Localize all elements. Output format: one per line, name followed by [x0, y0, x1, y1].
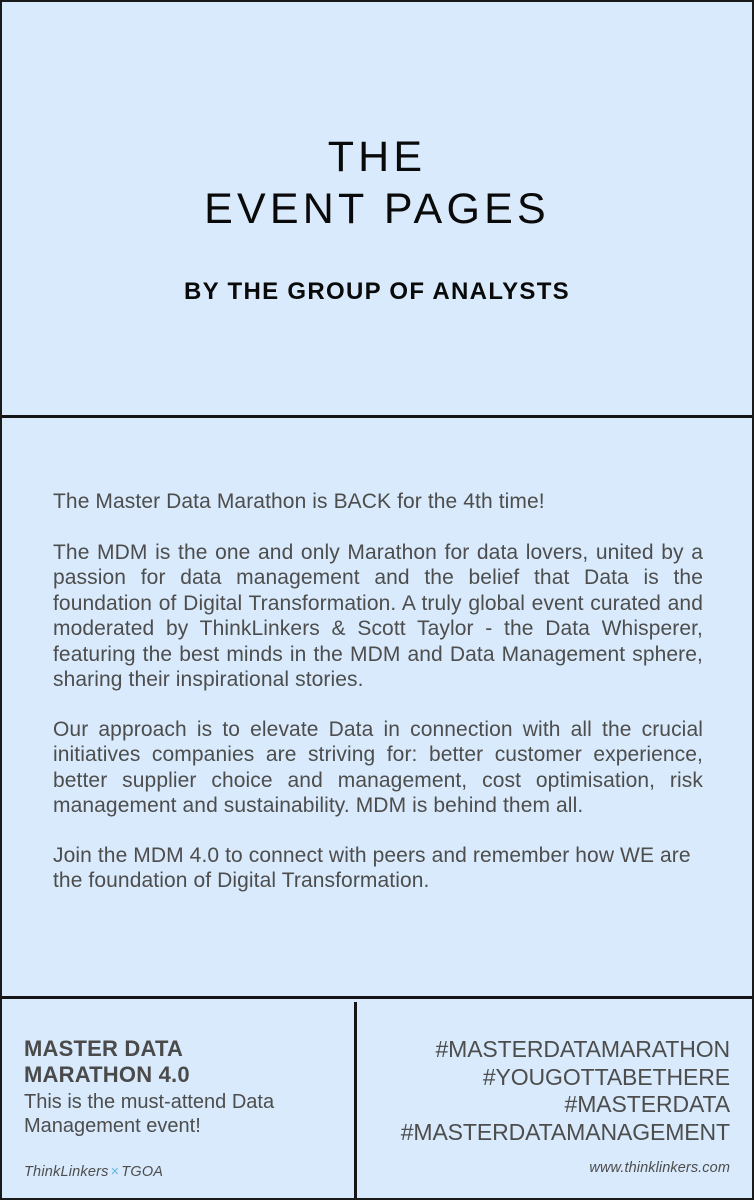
website-url[interactable]: www.thinklinkers.com — [589, 1160, 730, 1176]
brand-name-primary: ThinkLinkers — [24, 1164, 109, 1180]
page-title-line-2: EVENT PAGES — [204, 185, 550, 233]
promo-subtitle-line-2: Management event! — [24, 1115, 201, 1137]
brand-name-secondary: TGOA — [121, 1164, 164, 1180]
page-subtitle: BY THE GROUP OF ANALYSTS — [184, 278, 570, 305]
poster-footer — [2, 1002, 752, 1198]
hashtag-item: #MASTERDATAMANAGEMENT — [400, 1118, 730, 1145]
page-title-line-1: THE — [327, 133, 427, 181]
cross-separator-icon: × — [110, 1164, 120, 1180]
promo-subtitle — [24, 1090, 336, 1138]
hashtag-item: #MASTERDATA — [564, 1091, 730, 1117]
hashtag-list — [375, 1036, 730, 1146]
hashtag-item: #YOUGOTTABETHERE — [482, 1063, 730, 1090]
promo-title-line-1: MASTER DATA — [24, 1036, 184, 1061]
hashtag-item: #MASTERDATAMARATHON — [435, 1036, 730, 1062]
promo-subtitle-line-1: This is the must-attend Data — [24, 1091, 275, 1113]
promo-title-line-2: MARATHON 4.0 — [24, 1062, 190, 1087]
poster-header — [2, 2, 752, 418]
body-text-container — [53, 421, 703, 894]
title-block — [204, 131, 550, 235]
footer-right-column — [357, 1002, 752, 1198]
body-paragraph-about: The MDM is the one and only Marathon for data lovers, united by a passion for data management and the belief that Data is the foundation of Digital Transformation. A truly global event curated and moderated by ThinkLinkers & Scott Taylor - the Data Whisperer, featuring the best minds in the MDM and Data Management sphere, sharing their inspirational stories. — [53, 540, 703, 691]
body-paragraph-call-to-action: Join the MDM 4.0 to connect with peers and remember how WE are the foundation of Digital Transformation. — [53, 843, 691, 892]
brand-lockup — [24, 1164, 163, 1180]
body-paragraph-approach: Our approach is to elevate Data in connection with all the crucial initiatives companies are striving for: better customer experience, better supplier choice and management, cost optimisation, risk management and sustainability. MDM is behind them all. — [53, 717, 703, 817]
promo-title — [24, 1036, 336, 1088]
poster-body — [2, 421, 752, 999]
body-paragraph-intro: The Master Data Marathon is BACK for the 4th time! — [53, 490, 545, 513]
footer-left-column — [2, 1002, 357, 1198]
